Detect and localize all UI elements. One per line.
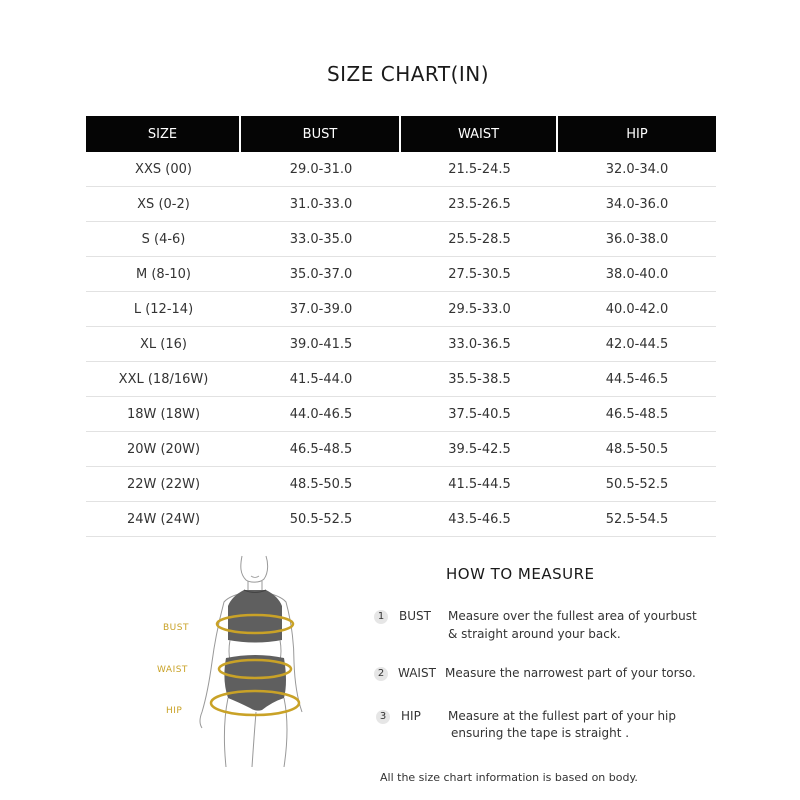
step-name: HIP <box>401 709 421 723</box>
bust-cell: 46.5-48.5 <box>241 432 401 467</box>
size-cell: 20W (20W) <box>86 432 241 467</box>
waist-cell: 25.5-28.5 <box>401 222 558 257</box>
bust-cell: 33.0-35.0 <box>241 222 401 257</box>
step-name: BUST <box>399 609 431 623</box>
step-bust <box>374 608 388 624</box>
hip-cell: 52.5-54.5 <box>558 502 716 537</box>
waist-cell: 23.5-26.5 <box>401 187 558 222</box>
table-row <box>86 467 716 502</box>
header-hip: HIP <box>558 116 716 152</box>
waist-cell: 33.0-36.5 <box>401 327 558 362</box>
hip-cell: 42.0-44.5 <box>558 327 716 362</box>
step-description-line2: ensuring the tape is straight . <box>451 726 630 740</box>
hip-cell: 44.5-46.5 <box>558 362 716 397</box>
header-waist: WAIST <box>401 116 558 152</box>
hip-cell: 38.0-40.0 <box>558 257 716 292</box>
waist-cell: 21.5-24.5 <box>401 152 558 187</box>
step-description-line2: & straight around your back. <box>448 627 621 641</box>
size-cell: M (8-10) <box>86 257 241 292</box>
page-title: SIZE CHART(IN) <box>326 62 490 86</box>
step-description: Measure at the fullest part of your hip <box>448 709 677 723</box>
waist-cell: 35.5-38.5 <box>401 362 558 397</box>
bust-cell: 35.0-37.0 <box>241 257 401 292</box>
step-description: Measure over the fullest area of yourbust <box>448 609 697 623</box>
size-chart-table <box>86 116 716 537</box>
hip-cell: 48.5-50.5 <box>558 432 716 467</box>
size-cell: XS (0-2) <box>86 187 241 222</box>
table-row <box>86 257 716 292</box>
size-cell: 18W (18W) <box>86 397 241 432</box>
bust-cell: 37.0-39.0 <box>241 292 401 327</box>
bust-cell: 31.0-33.0 <box>241 187 401 222</box>
table-row <box>86 397 716 432</box>
step-number: 1 <box>374 610 388 624</box>
hip-cell: 40.0-42.0 <box>558 292 716 327</box>
footnote: All the size chart information is based on body. <box>380 771 638 784</box>
bust-cell: 44.0-46.5 <box>241 397 401 432</box>
hip-cell: 34.0-36.0 <box>558 187 716 222</box>
bust-cell: 29.0-31.0 <box>241 152 401 187</box>
bust-cell: 41.5-44.0 <box>241 362 401 397</box>
table-header-row <box>86 116 716 152</box>
table-row <box>86 292 716 327</box>
size-cell: L (12-14) <box>86 292 241 327</box>
hip-figure-label: HIP <box>166 706 183 716</box>
size-cell: XXS (00) <box>86 152 241 187</box>
waist-cell: 39.5-42.5 <box>401 432 558 467</box>
waist-figure-label: WAIST <box>157 665 188 675</box>
hip-cell: 50.5-52.5 <box>558 467 716 502</box>
header-bust: BUST <box>241 116 401 152</box>
hip-cell: 32.0-34.0 <box>558 152 716 187</box>
step-name: WAIST <box>398 666 436 680</box>
waist-cell: 29.5-33.0 <box>401 292 558 327</box>
step-waist <box>374 665 388 681</box>
hip-cell: 46.5-48.5 <box>558 397 716 432</box>
size-cell: S (4-6) <box>86 222 241 257</box>
bust-figure-label: BUST <box>163 623 189 633</box>
step-number: 3 <box>376 710 390 724</box>
hip-cell: 36.0-38.0 <box>558 222 716 257</box>
step-description: Measure the narrowest part of your torso. <box>445 666 696 680</box>
table-row <box>86 152 716 187</box>
header-size: SIZE <box>86 116 241 152</box>
table-row <box>86 222 716 257</box>
size-cell: 24W (24W) <box>86 502 241 537</box>
table-row <box>86 432 716 467</box>
table-row <box>86 187 716 222</box>
bust-cell: 48.5-50.5 <box>241 467 401 502</box>
waist-cell: 41.5-44.5 <box>401 467 558 502</box>
step-number: 2 <box>374 667 388 681</box>
bust-cell: 39.0-41.5 <box>241 327 401 362</box>
size-cell: XL (16) <box>86 327 241 362</box>
size-cell: 22W (22W) <box>86 467 241 502</box>
step-hip <box>376 708 390 724</box>
waist-cell: 43.5-46.5 <box>401 502 558 537</box>
bust-cell: 50.5-52.5 <box>241 502 401 537</box>
table-row <box>86 502 716 537</box>
waist-cell: 27.5-30.5 <box>401 257 558 292</box>
body-figure-illustration <box>190 552 330 767</box>
table-body <box>86 152 716 537</box>
waist-cell: 37.5-40.5 <box>401 397 558 432</box>
size-cell: XXL (18/16W) <box>86 362 241 397</box>
table-row <box>86 362 716 397</box>
table-row <box>86 327 716 362</box>
how-to-measure-heading: HOW TO MEASURE <box>446 565 595 583</box>
